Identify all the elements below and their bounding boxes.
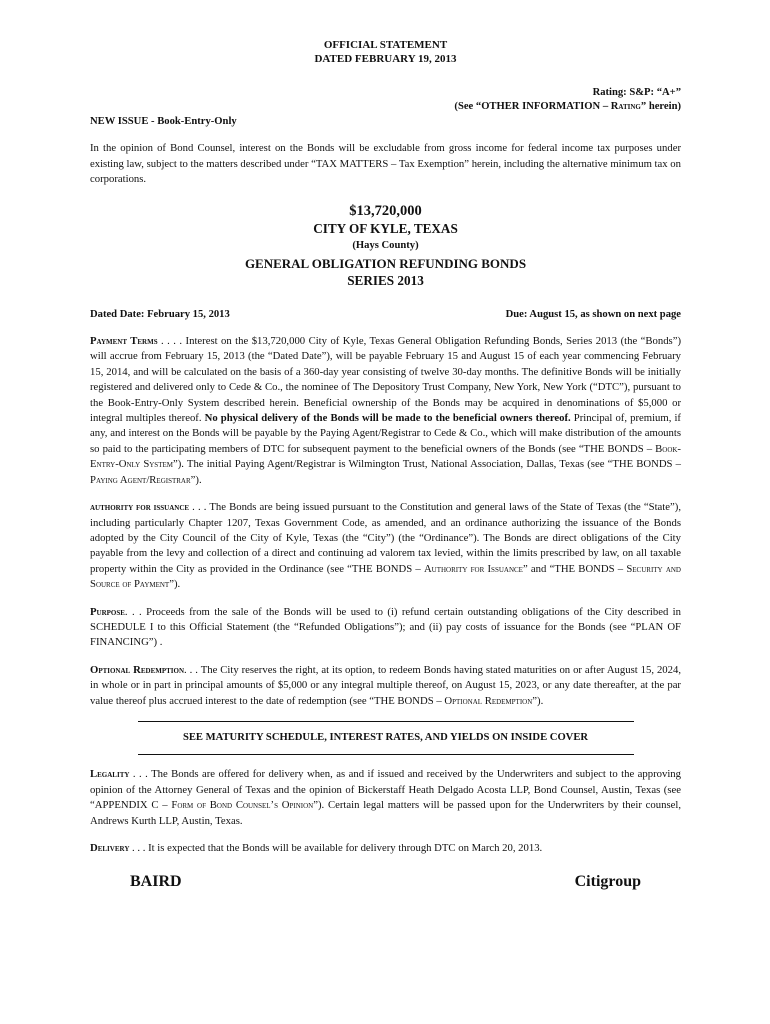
legality-paragraph	[90, 767, 681, 829]
delivery-heading: Delivery	[90, 842, 130, 854]
authority-text-2: ” and “THE BONDS –	[522, 562, 627, 575]
payment-terms-text-2: Principal of, premium, if any, and interest on the Bonds will be payable by the Paying Agent/Registrar to Cede & Co., which will make distribution of the amounts so paid to the participating members of DTC for subsequent payment to the beneficial owners of the Bonds (see “THE BONDS –	[90, 412, 681, 455]
authority-heading: authority for issuance	[90, 502, 190, 514]
rating-ref-post: ” herein)	[640, 101, 681, 112]
payment-terms-ref-1: Book-Entry-Only System	[90, 442, 681, 471]
authority-ref-2: Security and Source of Payment	[90, 562, 681, 591]
authority-ref-1: Authority for Issuance	[423, 562, 523, 575]
authority-paragraph	[90, 500, 681, 592]
payment-terms-paragraph	[90, 334, 681, 488]
optional-redemption-paragraph	[90, 663, 681, 709]
optional-redemption-text-2: ”).	[532, 694, 544, 707]
tax-opinion-paragraph: In the opinion of Bond Counsel, interest on the Bonds will be excludable from gross income for federal income tax purposes under existing law, subject to the matters described under “TAX MATTERS – Tax Exemption” herein, including the alternative minimum tax on corporations.	[90, 142, 681, 186]
payment-terms-text-4: ”).	[190, 473, 202, 486]
authority-text-3: ”).	[169, 578, 181, 591]
legality-text-2: ”). Certain legal matters will be passed upon for the Underwriters by their counsel, Andrews Kurth LLP, Austin, Texas.	[90, 799, 681, 827]
bond-amount: $13,720,000	[349, 202, 422, 219]
dates-row	[90, 307, 681, 322]
header-title: OFFICIAL STATEMENT	[323, 39, 448, 51]
purpose-heading: Purpose	[90, 605, 125, 618]
underwriter-baird: BAIRD	[130, 873, 182, 891]
due-date: Due: August 15, as shown on next page	[505, 308, 681, 320]
delivery-text: . . . It is expected that the Bonds will be available for delivery through DTC on March 20, 2013.	[129, 842, 543, 854]
optional-redemption-heading: Optional Redemption	[90, 663, 185, 676]
official-statement-cover	[90, 38, 681, 890]
underwriter-citigroup: Citigroup	[574, 873, 641, 891]
purpose-text: . . . Proceeds from the sale of the Bonds will be used to (i) refund certain outstanding obligations of the City described in SCHEDULE I to this Official Statement (the “Refunded Obligations”); and (ii) pay costs of issuance for the Bonds (see “PLAN OF FINANCING”) .	[90, 605, 681, 649]
county-name: (Hays County)	[352, 239, 419, 251]
payment-terms-text-3: ”). The initial Paying Agent/Registrar is Wilmington Trust, National Association, Dallas, Texas (see “THE BONDS –	[172, 458, 681, 471]
bond-title-block	[90, 202, 681, 289]
issuer-name: CITY OF KYLE, TEXAS	[313, 220, 458, 236]
legality-heading: Legality	[90, 768, 130, 781]
payment-terms-heading: Payment Terms	[90, 335, 158, 348]
rating-line: Rating: S&P: “A+”	[592, 87, 681, 98]
header-date: DATED FEBRUARY 19, 2013	[314, 53, 457, 65]
bond-series: SERIES 2013	[347, 272, 424, 288]
rating-ref-pre: (See “OTHER INFORMATION –	[454, 101, 611, 112]
optional-redemption-ref: Optional Redemption	[444, 694, 533, 707]
rating-reference	[90, 100, 681, 114]
document-header	[90, 38, 681, 66]
dated-date: Dated Date: February 15, 2013	[90, 308, 230, 320]
optional-redemption-text: . . . The City reserves the right, at its option, to redeem Bonds having stated maturities on or after August 15, 2024, in whole or in part in principal amounts of $5,000 or any integral multiple thereof, on August 15, 2023, or any date thereafter, at the par value thereof plus accrued interest to the date of redemption (see “THE BONDS –	[90, 663, 682, 707]
delivery-paragraph	[90, 841, 681, 856]
rating-ref-sc: Rating	[610, 101, 641, 112]
new-issue-label: NEW ISSUE - Book-Entry-Only	[90, 116, 237, 127]
payment-terms-text: . . . . Interest on the $13,720,000 City of Kyle, Texas General Obligation Refunding Bonds, Series 2013 (the “Bonds”) will accrue from February 15, 2013 (the “Dated Date”), will be payable February 15 and August 15 of each year commencing February 15, 2014, and will be calculated on the basis of a 360-day year consisting of twelve 30-day months. The definitive Bonds will be initially registered and delivered only to Cede & Co., the nominee of The Depository Trust Company, New York, New York (“DTC”), pursuant to the Book-Entry-Only System described herein. Beneficial ownership of the Bonds may be acquired in denominations of $5,000 or integral multiples thereof.	[90, 335, 682, 425]
payment-terms-ref-2: Paying Agent/Registrar	[90, 473, 191, 486]
payment-terms-bold: No physical delivery of the Bonds will be made to the beneficial owners thereof.	[204, 412, 571, 425]
legality-text: . . . The Bonds are offered for delivery when, as and if issued and received by the Underwriters and subject to the approving opinion of the Attorney General of Texas and the opinion of Bickerstaff Heath Delgado Acosta LLP, Bond Counsel, Austin, Texas (see “APPENDIX C –	[90, 768, 681, 812]
bond-name: GENERAL OBLIGATION REFUNDING BONDS	[244, 255, 527, 271]
legality-ref: Form of Bond Counsel’s Opinion	[171, 799, 314, 812]
underwriters-row	[90, 874, 681, 889]
authority-text: . . . The Bonds are being issued pursuant to the Constitution and general laws of the State of Texas (the “State”), including particularly Chapter 1207, Texas Government Code, as amended, and an ordinance authorizing the issuance of the Bonds adopted by the City Council of the City of Kyle, Texas (the “City”) (the “Ordinance”). The Bonds are direct obligations of the City payable from the levy and collection of a direct and continuing ad valorem tax levied, within the limits prescribed by law, on all taxable property within the City as provided in the Ordinance (see “THE BONDS –	[90, 501, 681, 575]
maturity-schedule-notice: SEE MATURITY SCHEDULE, INTEREST RATES, AND YIELDS ON INSIDE COVER	[138, 721, 634, 755]
purpose-paragraph	[90, 605, 681, 651]
rating-block	[90, 86, 681, 114]
